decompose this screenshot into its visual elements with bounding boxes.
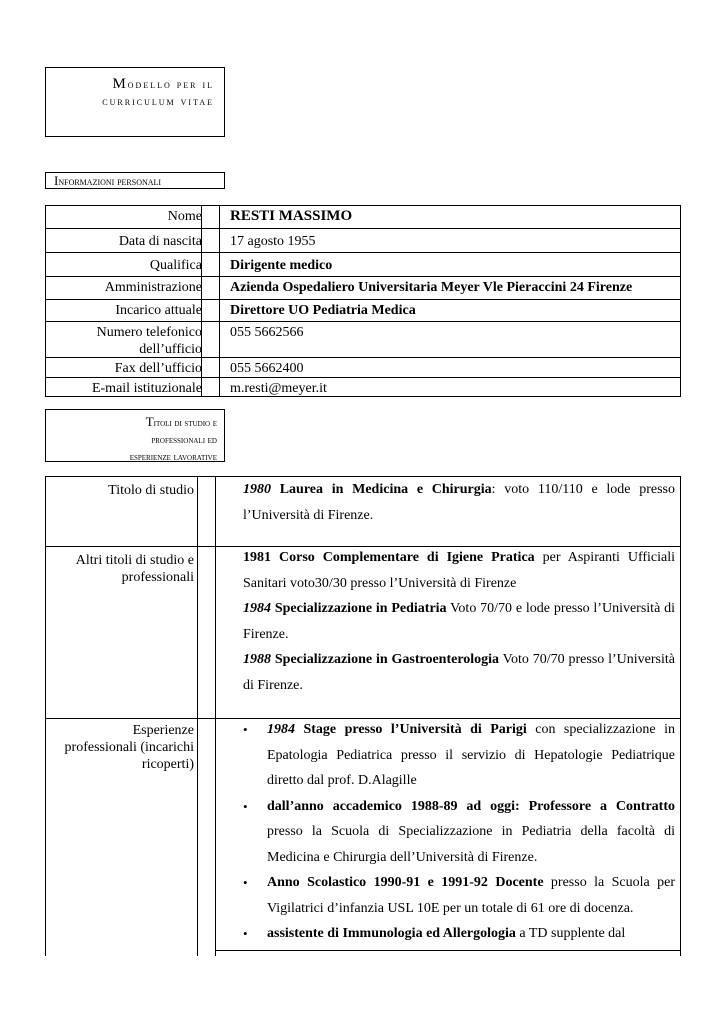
table-row — [46, 206, 680, 229]
row-value: 17 agosto 1955 — [230, 234, 316, 249]
table-row — [46, 253, 680, 277]
row-label: Data di nascita — [118, 234, 202, 249]
list-item: • Anno Scolastico 1990-91 e 1991-92 Docente presso la Scuola per Vigilatrici d’infanzia USL 10E per un totale di 61 ore di docenza. — [243, 870, 675, 921]
row-label: Fax dell’ufficio — [114, 361, 202, 376]
row-label-experience: Esperienze professionali (incarichi ricoperti) — [64, 723, 194, 772]
table-row — [46, 322, 680, 358]
row-label: Incarico attuale — [115, 303, 202, 318]
personal-info-table — [45, 205, 681, 397]
experience-list — [243, 717, 675, 947]
table-row — [46, 277, 680, 300]
education-experience-table — [45, 476, 681, 956]
bullet-icon: • — [243, 875, 248, 890]
row-value: 055 5662566 — [230, 325, 304, 340]
row-value: Direttore UO Pediatria Medica — [230, 303, 416, 318]
cv-title-line1: Modello per il — [112, 76, 214, 92]
row-label-degree: Titolo di studio — [108, 483, 194, 498]
list-item: 1984 Specializzazione in Pediatria Voto 70/70 e lode presso l’Università di Firenze. — [243, 601, 675, 642]
table-row — [46, 378, 680, 396]
row-value: m.resti@meyer.it — [230, 381, 327, 396]
list-item: • assistente di Immunologia ed Allergologia a TD supplente dal — [243, 921, 675, 947]
list-item: • dall’anno accademico 1988-89 ad oggi: Professore a Contratto presso la Scuola di Specializzazione in Pediatria della facoltà di Medicina e Chirurgia dell’Università di Firenze. — [243, 794, 675, 871]
row-label: Qualifica — [149, 258, 202, 273]
row-value: Dirigente medico — [230, 258, 333, 273]
row-label: Nome — [167, 209, 202, 224]
other-titles-list — [243, 545, 675, 698]
row-value: 055 5662400 — [230, 361, 304, 376]
bullet-icon: • — [243, 798, 248, 814]
row-label-other-titles: Altri titoli di studio e professionali — [75, 553, 194, 585]
list-item: 1981 Corso Complementare di Igiene Pratica per Aspiranti Ufficiali Sanitari voto30/30 presso l’Università di Firenze — [243, 550, 676, 591]
row-label: Amministrazione — [104, 280, 202, 295]
table-row — [46, 358, 680, 378]
row-label: E-mail istituzionale — [91, 381, 202, 396]
bullet-icon: • — [243, 926, 248, 941]
row-value: Azienda Ospedaliero Universitaria Meyer Vle Pieraccini 24 Firenze — [230, 280, 633, 295]
section-label-personal-info: Informazioni personali — [45, 172, 225, 189]
cv-title-box — [45, 67, 225, 137]
section-label-education-experience: Titoli di studio e professionali ed esperienze lavorative — [45, 409, 225, 462]
row-label: Numero telefonico dell’ufficio — [96, 325, 202, 357]
table-row — [46, 229, 680, 253]
list-item: • 1984 Stage presso l’Università di Parigi con specializzazione in Epatologia Pediatrica presso il servizio di Hepatologie Pediatrique diretto dal prof. D.Alagille — [243, 717, 675, 794]
degree-entry: 1980 Laurea in Medicina e Chirurgia: voto 110/110 e lode presso l’Università di Firenze. — [243, 482, 675, 523]
list-item: 1988 Specializzazione in Gastroenterologia Voto 70/70 presso l’Università di Firenze. — [243, 652, 676, 693]
row-value: RESTI MASSIMO — [230, 208, 353, 224]
cv-title-line2: curriculum vitae — [102, 94, 214, 108]
table-row — [46, 300, 680, 322]
bullet-icon: • — [243, 722, 248, 737]
table-bottom-border — [215, 950, 681, 951]
